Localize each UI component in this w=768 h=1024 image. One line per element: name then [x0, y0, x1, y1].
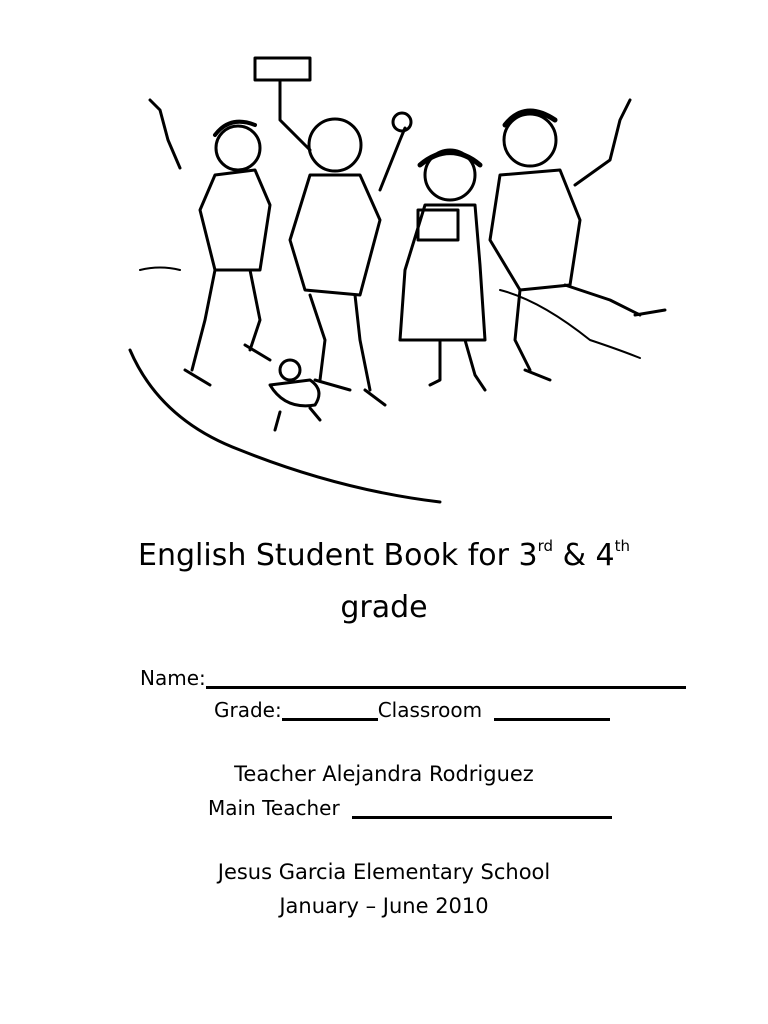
grade-label: Grade: [214, 698, 282, 722]
child-figure-1 [150, 100, 270, 385]
main-teacher-label: Main Teacher [208, 796, 340, 820]
ground-line [130, 350, 440, 502]
child-figure-4 [490, 100, 665, 380]
child-figure-3 [400, 150, 485, 390]
title-line-1 [0, 530, 768, 582]
name-row [140, 666, 686, 690]
child-figure-2 [255, 58, 411, 405]
classroom-blank-line[interactable] [494, 718, 610, 721]
name-label: Name: [140, 666, 206, 690]
school-dates: January – June 2010 [279, 894, 489, 918]
name-blank-line[interactable] [206, 686, 686, 689]
title-text-part1: English Student Book for 3 [138, 538, 538, 573]
school-name: Jesus Garcia Elementary School [217, 860, 551, 884]
title-superscript-th: th [614, 537, 630, 555]
main-teacher-blank-line[interactable] [352, 816, 612, 819]
turtle-figure [270, 360, 320, 430]
children-running-illustration [120, 40, 680, 520]
teacher-line: Teacher Alejandra Rodriguez [234, 762, 534, 786]
grade-row [214, 698, 610, 722]
title-line-2: grade [340, 590, 428, 625]
title-text-part2: & 4 [553, 538, 615, 573]
book-title [0, 530, 768, 634]
main-teacher-row [208, 796, 612, 820]
grade-blank-line[interactable] [282, 718, 378, 721]
classroom-label: Classroom [377, 698, 483, 722]
title-superscript-rd: rd [537, 537, 554, 555]
